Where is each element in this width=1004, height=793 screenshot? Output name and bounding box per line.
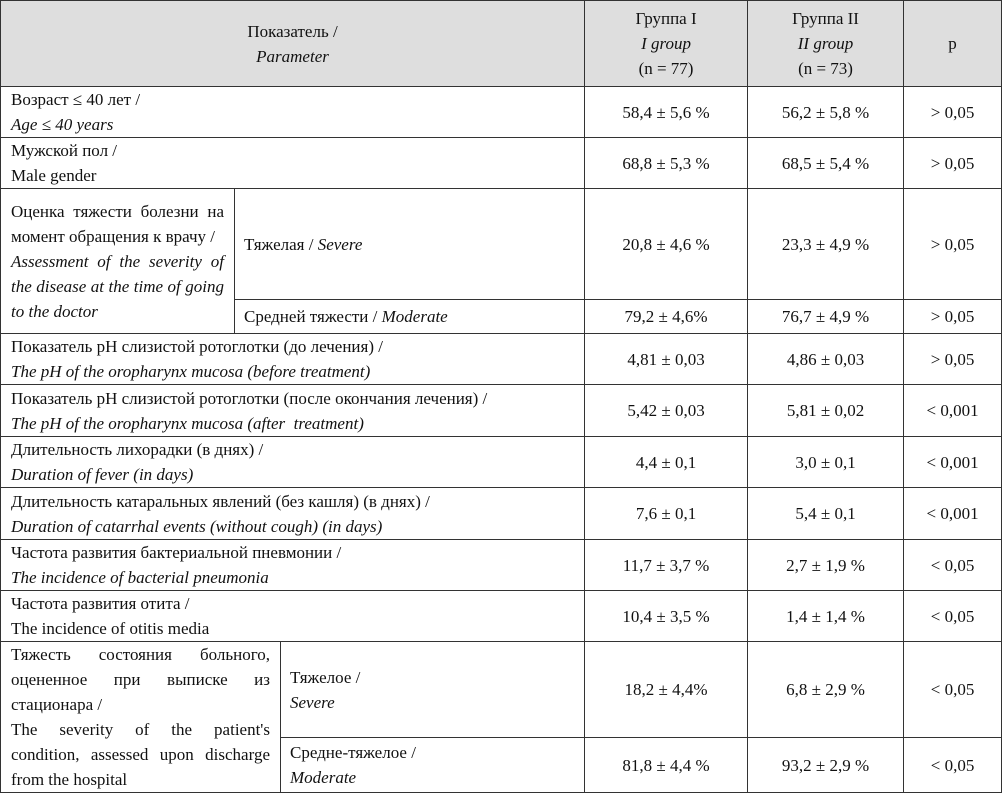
row-label-ru: Оценка тяжести болезни на момент обращения к врачу / (11, 201, 224, 246)
header-p (904, 1, 1002, 87)
group1-value: 20,8 ± 4,6 % (585, 189, 748, 300)
group2-value: 4,86 ± 0,03 (748, 334, 904, 385)
sub-label-ru: Средней тяжести / (244, 307, 382, 326)
row-label-en: The pH of the oropharynx mucosa (after treatment) (11, 413, 364, 433)
group1-value: 18,2 ± 4,4% (585, 642, 748, 738)
group1-value: 68,8 ± 5,3 % (585, 138, 748, 189)
row-label-en: Age ≤ 40 years (11, 115, 114, 134)
row-label-ru: Длительность катаральных явлений (без кашля) (в днях) / (11, 491, 430, 511)
row-label-en: Duration of catarrhal events (without cough) (in days) (11, 516, 383, 536)
group1-value: 4,4 ± 0,1 (585, 437, 748, 488)
p-value: > 0,05 (904, 334, 1002, 385)
table-row (1, 87, 1002, 138)
sub-label-en: Moderate (381, 307, 448, 326)
row-label (1, 540, 585, 591)
row-label-en: Duration of fever (in days) (11, 465, 194, 484)
table-row (1, 437, 1002, 488)
group2-value: 56,2 ± 5,8 % (748, 87, 904, 138)
header-group2-en: II group (797, 34, 854, 53)
header-group2-n: (n = 73) (798, 59, 853, 78)
p-value: > 0,05 (904, 87, 1002, 138)
header-group1-ru: Группа I (635, 9, 697, 28)
table-row (1, 488, 1002, 540)
sub-label-en: Severe (290, 692, 335, 712)
group1-value: 4,81 ± 0,03 (585, 334, 748, 385)
table-row (1, 591, 1002, 642)
row-label-en: Male gender (11, 166, 97, 185)
header-parameter-ru: Показатель / (247, 21, 338, 41)
p-value: < 0,001 (904, 437, 1002, 488)
sub-label-ru: Средне-тяжелое / (290, 743, 416, 763)
row-label-ru: Длительность лихорадки (в днях) / (11, 440, 264, 459)
header-group1-n: (n = 77) (638, 59, 694, 78)
row-label-ru: Тяжесть состояния больного, оцененное при выписке из стационара / (11, 645, 270, 714)
row-label (1, 385, 585, 437)
group1-value: 58,4 ± 5,6 % (585, 87, 748, 138)
row-label-ru: Частота развития отита / (11, 594, 190, 613)
row-label-ru: Показатель pH слизистой ротоглотки (до лечения) / (11, 337, 383, 356)
p-value: > 0,05 (904, 189, 1002, 300)
header-group1 (585, 1, 748, 87)
severity-initial-severe-label (235, 189, 585, 300)
p-value: > 0,05 (904, 138, 1002, 189)
severity-initial-label (1, 189, 235, 334)
group1-value: 11,7 ± 3,7 % (585, 540, 748, 591)
table-row (1, 334, 1002, 385)
group2-value: 2,7 ± 1,9 % (748, 540, 904, 591)
row-label-en: The incidence of bacterial pneumonia (11, 568, 269, 587)
group2-value: 5,81 ± 0,02 (748, 385, 904, 437)
p-value: < 0,05 (904, 540, 1002, 591)
row-label (1, 334, 585, 385)
header-group2 (748, 1, 904, 87)
table-row (1, 540, 1002, 591)
sub-label-ru: Тяжелая / (244, 234, 318, 254)
header-group2-ru: Группа II (792, 9, 859, 28)
header-parameter (1, 1, 585, 87)
group2-value: 5,4 ± 0,1 (748, 488, 904, 540)
row-label-ru: Показатель pH слизистой ротоглотки (после окончания лечения) / (11, 388, 488, 408)
row-label (1, 138, 585, 189)
group2-value: 68,5 ± 5,4 % (748, 138, 904, 189)
table-row (1, 189, 1002, 300)
group2-value: 1,4 ± 1,4 % (748, 591, 904, 642)
row-label (1, 437, 585, 488)
header-p-label: p (948, 34, 957, 53)
row-label-ru: Частота развития бактериальной пневмонии / (11, 543, 342, 562)
header-parameter-en: Parameter (256, 46, 329, 66)
table-row (1, 385, 1002, 437)
group2-value: 93,2 ± 2,9 % (748, 738, 904, 793)
group2-value: 3,0 ± 0,1 (748, 437, 904, 488)
row-label (1, 87, 585, 138)
group2-value: 23,3 ± 4,9 % (748, 189, 904, 300)
sub-label-en: Moderate (290, 768, 357, 788)
p-value: > 0,05 (904, 300, 1002, 334)
table-row (1, 642, 1002, 738)
row-label (1, 591, 585, 642)
severity-discharge-label (1, 642, 281, 793)
p-value: < 0,001 (904, 488, 1002, 540)
p-value: < 0,05 (904, 591, 1002, 642)
row-label-en: The severity of the patient's condition, assessed upon discharge from the hospital (11, 720, 270, 789)
group2-value: 6,8 ± 2,9 % (748, 642, 904, 738)
row-label (1, 488, 585, 540)
row-label-en: Assessment of the severity of the disease at the time of going to the doctor (11, 251, 224, 321)
group1-value: 5,42 ± 0,03 (585, 385, 748, 437)
group2-value: 76,7 ± 4,9 % (748, 300, 904, 334)
group1-value: 81,8 ± 4,4 % (585, 738, 748, 793)
group1-value: 7,6 ± 0,1 (585, 488, 748, 540)
row-label-en: The pH of the oropharynx mucosa (before treatment) (11, 362, 371, 381)
sub-label-ru: Тяжелое / (290, 667, 361, 687)
row-label-en: The incidence of otitis media (11, 619, 210, 638)
group1-value: 10,4 ± 3,5 % (585, 591, 748, 642)
row-label-ru: Мужской пол / (11, 141, 118, 160)
severity-discharge-severe-label (281, 642, 585, 738)
p-value: < 0,05 (904, 642, 1002, 738)
table-row (1, 138, 1002, 189)
table-header-row (1, 1, 1002, 87)
header-group1-en: I group (641, 34, 691, 53)
p-value: < 0,001 (904, 385, 1002, 437)
group1-value: 79,2 ± 4,6% (585, 300, 748, 334)
sub-label-en: Severe (317, 234, 363, 254)
severity-initial-moderate-label (235, 300, 585, 334)
severity-discharge-moderate-label (281, 738, 585, 793)
row-label-ru: Возраст ≤ 40 лет / (11, 90, 141, 109)
p-value: < 0,05 (904, 738, 1002, 793)
